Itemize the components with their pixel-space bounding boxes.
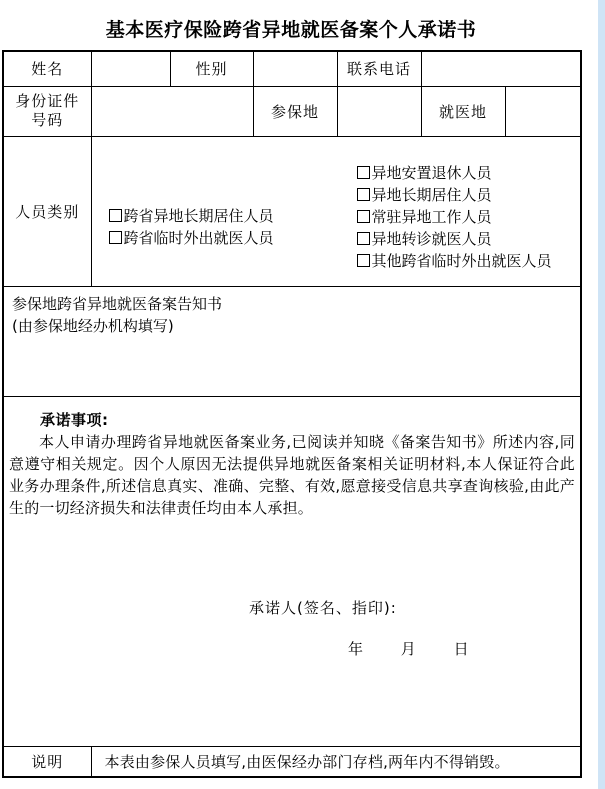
phone-input-cell[interactable] xyxy=(421,51,581,86)
page-title: 基本医疗保险跨省异地就医备案个人承诺书 xyxy=(105,19,477,41)
table-row xyxy=(3,136,581,286)
treatment-place-label: 就医地 xyxy=(421,86,505,136)
note-label: 说明 xyxy=(3,746,91,777)
gender-label: 性别 xyxy=(170,51,253,86)
notice-line1: 参保地跨省异地就医备案告知书 xyxy=(12,294,223,313)
table-row xyxy=(3,286,581,396)
note-text: 本表由参保人员填写,由医保经办部门存档,两年内不得销毁。 xyxy=(104,752,510,771)
phone-label: 联系电话 xyxy=(337,51,421,86)
personal-commitment-form-table xyxy=(2,50,582,778)
checkbox-label: 常驻异地工作人员 xyxy=(371,207,492,226)
date-day-label: 日 xyxy=(453,639,469,658)
table-row xyxy=(3,86,581,136)
table-row xyxy=(3,51,581,86)
checkbox-option[interactable] xyxy=(357,206,581,228)
treatment-place-input-cell[interactable] xyxy=(505,86,581,136)
gender-input-cell[interactable] xyxy=(253,51,337,86)
date-line[interactable] xyxy=(348,638,469,659)
checkbox-label: 异地转诊就医人员 xyxy=(371,229,492,248)
commitment-section-cell xyxy=(3,396,581,746)
insured-place-input-cell[interactable] xyxy=(337,86,421,136)
table-row xyxy=(3,746,581,777)
id-number-label-line2: 号码 xyxy=(31,111,64,129)
note-text-cell xyxy=(91,746,581,777)
insured-place-label: 参保地 xyxy=(253,86,337,136)
checkbox-option[interactable] xyxy=(357,228,581,250)
checkbox-option[interactable] xyxy=(357,250,581,272)
checkbox-icon[interactable] xyxy=(357,210,370,223)
id-number-label xyxy=(3,86,91,136)
checkbox-icon[interactable] xyxy=(109,209,122,222)
checkbox-icon[interactable] xyxy=(357,188,370,201)
commitment-heading: 承诺事项: xyxy=(40,410,109,429)
person-category-right-group xyxy=(357,162,581,272)
id-number-label-line1: 身份证件 xyxy=(15,92,80,110)
checkbox-icon[interactable] xyxy=(109,231,122,244)
checkbox-label: 跨省异地长期居住人员 xyxy=(123,206,274,225)
table-row xyxy=(3,396,581,746)
signature-label[interactable]: 承诺人(签名、指印): xyxy=(249,598,397,617)
checkbox-option[interactable] xyxy=(109,227,357,249)
checkbox-label: 异地长期居住人员 xyxy=(371,185,492,204)
date-year-label: 年 xyxy=(348,639,364,658)
checkbox-label: 跨省临时外出就医人员 xyxy=(123,228,274,247)
checkbox-icon[interactable] xyxy=(357,254,370,267)
person-category-options-cell xyxy=(91,136,581,286)
person-category-label: 人员类别 xyxy=(3,136,91,286)
name-input-cell[interactable] xyxy=(91,51,170,86)
checkbox-label: 异地安置退休人员 xyxy=(371,163,492,182)
name-label: 姓名 xyxy=(3,51,91,86)
date-month-label: 月 xyxy=(400,639,416,658)
notice-section-cell[interactable] xyxy=(3,286,581,396)
person-category-left-group xyxy=(109,205,357,249)
person-category-options xyxy=(92,151,581,272)
scrollbar-track[interactable] xyxy=(598,0,605,789)
checkbox-label: 其他跨省临时外出就医人员 xyxy=(371,251,552,270)
checkbox-icon[interactable] xyxy=(357,232,370,245)
checkbox-icon[interactable] xyxy=(357,166,370,179)
checkbox-option[interactable] xyxy=(357,184,581,206)
notice-text xyxy=(4,287,580,343)
id-number-input-cell[interactable] xyxy=(91,86,253,136)
checkbox-option[interactable] xyxy=(357,162,581,184)
checkbox-option[interactable] xyxy=(109,205,357,227)
notice-line2: (由参保地经办机构填写) xyxy=(12,316,174,335)
commitment-body: 本人申请办理跨省异地就医备案业务,已阅读并知晓《备案告知书》所述内容,同意遵守相关规定。因个人原因无法提供异地就医备案相关证明材料,本人保证符合此业务办理条件,所述信息真实、准确、完整、有效,愿意接受信息共享查询核验,由此产生的一切经济损失和法律责任均由本人承担。 xyxy=(9,432,575,517)
